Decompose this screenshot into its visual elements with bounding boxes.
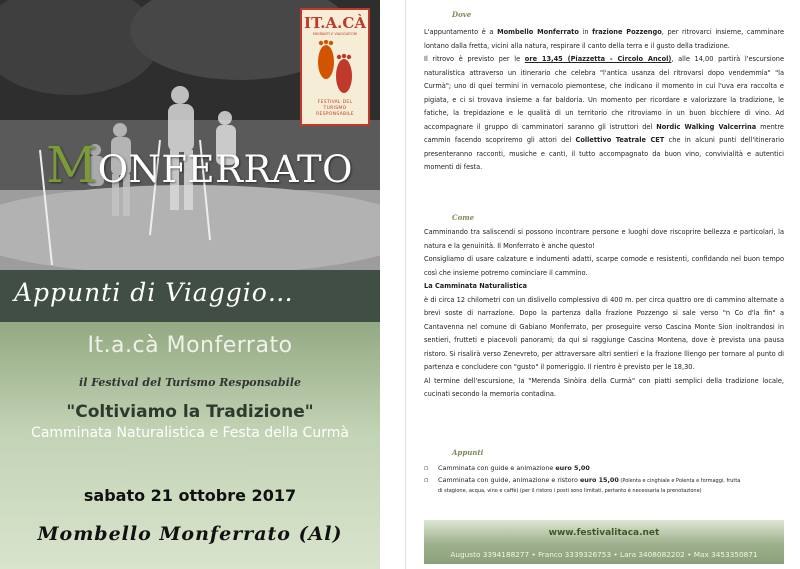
bold-text: Nordic Walking Valcerrina [656, 122, 757, 131]
logo-tagline: MIGRANTI E VIAGGIATORI [312, 32, 358, 36]
contact-phones: Augusto 3394188277 • Franco 3339326753 • Lara 3408082202 • Max 3453350871 [450, 550, 758, 559]
headline-initial: M [46, 136, 98, 194]
dove-section [424, 26, 784, 175]
come-section [424, 226, 784, 402]
festival-name: il Festival del Turismo Responsabile [79, 376, 301, 389]
text: mentre cammin facendo scopriremo gli attori del [424, 122, 784, 144]
price: euro 15,00 [579, 476, 619, 484]
text: , per ritrovarci insieme, camminare lontano dalla fretta, vicini alla natura, respirare il canto della terra e il gusto della tradizione. [424, 28, 785, 50]
website-link[interactable]: www.festivalitaca.net [548, 528, 660, 538]
bold-text: ore 13,45 (Piazzetta - Circolo Ancol) [524, 55, 672, 63]
event-theme: "Coltiviamo la Tradizione" [66, 402, 314, 422]
page-divider [405, 0, 406, 569]
bullet-icon: ▫ [424, 476, 429, 484]
dove-paragraph-1 [424, 26, 784, 53]
come-subheading [424, 280, 784, 294]
headline-rest: ONFERRATO [97, 148, 354, 191]
price: euro 5,00 [555, 464, 590, 472]
contact-footer [424, 520, 784, 564]
price-item-2-note: di stagione, acqua, vino e caffè) (per il ristoro i posti sono limitati, pertanto è necessaria la prenotazione) [438, 488, 702, 494]
event-place: Mombello Monferrato (Al) [37, 523, 343, 545]
logo-sub-line2: TURISMO RESPONSABILE [316, 106, 354, 117]
come-paragraph-4: Al termine dell'escursione, la "Merenda Sinòira della Curmà" con piatti semplici della tradizione locale, cucinati secondo la memoria contadina. [424, 376, 784, 398]
come-heading: Come [452, 213, 475, 222]
itaca-logo [300, 8, 370, 126]
price-item-1 [424, 462, 784, 474]
bold-text: Mombello Monferrato [497, 28, 579, 36]
dove-paragraph-2 [424, 53, 784, 175]
text: , alle 14,00 partirà l'escursione naturalistica attraverso un itinerario che celebra "l'antica usanza del ritrovarsi dopo vendemmia" "la Curmà"; uno di quei termini in vernacolo piemontese, che indicano il momento in cui l'uva era raccolta e pigiata, e ci si trovava insieme a far baldoria. Un momento per ricordare e valorizzare la tradizione, le fatiche, la trepidazione e le qualità di un territorio che ritroviamo in un buon bicchiere di vino. Ad accompagnare il gruppo di camminatori saranno gli istruttori del [424, 55, 785, 131]
text: Il ritrovo è previsto per le [424, 55, 525, 63]
price-list [424, 462, 784, 496]
come-paragraph-3: è di circa 12 chilometri con un dislivello complessivo di 400 m. per circa quattro ore di cammino alternate a brevi soste di narrazione. Dopo la partenza dalla frazione Pozzengo si sale verso "n Co d'la fin" a Cantavenna nel comune di Gabiano Monferrato, per proseguire verso Cascina Monte Sion inoltrandosi in sentieri, frutteti e piacevoli panorami; da qui si raggiunge Cascina Montena, dove è prevista una pausa ristoro. Si risalirà verso Zenevreto, per attraversare altri sentieri e la frazione lliengo per tornare al punto di partenza e concludere con "gusto" il pomeriggio. Il rientro è previsto per le 18,30. [424, 295, 784, 371]
hikers-photo [0, 0, 380, 270]
event-description: Camminata Naturalistica e Festa della Curmà [31, 425, 349, 441]
poster-left [0, 0, 380, 569]
text: Camminata con guide e animazione [438, 464, 556, 472]
appunti-heading: Appunti [452, 448, 484, 457]
text: L'appuntamento è a [424, 28, 498, 36]
bold-text: frazione Pozzengo [592, 28, 662, 36]
logo-subtitle [304, 100, 366, 118]
bold-text: Collettivo Teatrale CET [575, 136, 665, 144]
event-date: sabato 21 ottobre 2017 [83, 486, 297, 505]
text: in [578, 28, 593, 36]
logo-sub-line1: FESTIVAL DEL [317, 100, 353, 105]
info-page [424, 0, 784, 569]
poster-subtitle: Appunti di Viaggio… [14, 278, 294, 307]
headline [46, 136, 353, 194]
footprints-icon [312, 40, 358, 98]
come-paragraph-2: Consigliamo di usare calzature e indumenti adatti, scarpe comode e resistenti, confidando nel buon tempo così che insieme potremo cominciare il cammino. [424, 255, 784, 277]
event-name: It.a.cà Monferrato [87, 333, 293, 358]
bullet-icon: ▫ [424, 464, 429, 472]
dove-heading: Dove [452, 10, 472, 19]
text: che in alcuni punti dell'itinerario presenteranno racconti, musiche e canti, il tutto accompagnato da buon vino, convivialità e autentici momenti di festa. [424, 136, 784, 171]
logo-title: IT.A.CÀ [304, 14, 366, 32]
text: Camminata con guide, animazione e ristoro [438, 476, 580, 484]
bold-text: La Camminata Naturalistica [424, 282, 528, 290]
price-item-2 [424, 474, 784, 487]
come-paragraph-1: Camminando tra saliscendi si possono incontrare persone e luoghi dove riscoprire bellezza e particolari, la natura e la genuinità. Il Monferrato è anche questo! [424, 228, 784, 250]
note: (Polenta e cinghiale e Polenta e formaggi, frutta [618, 478, 741, 484]
